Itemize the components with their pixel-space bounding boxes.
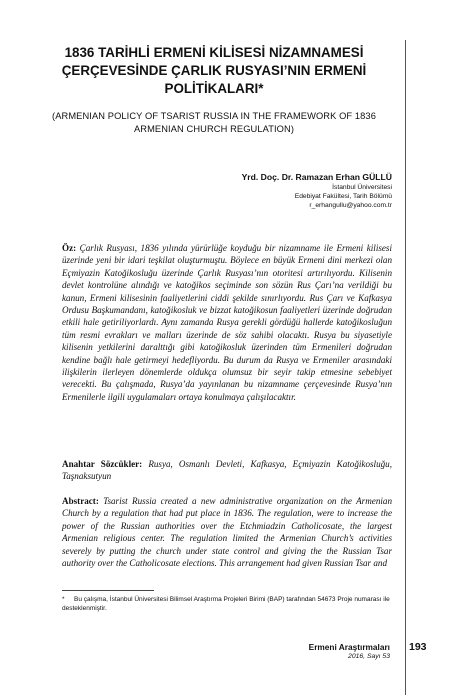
- author-name: Yrd. Doç. Dr. Ramazan Erhan GÜLLÜ: [241, 172, 392, 182]
- keywords-label: Anahtar Sözcükler:: [62, 459, 143, 469]
- keywords-text: Rusya, Osmanlı Devleti, Kafkasya, Eçmiyazin Katoğikosluğu, Taşnaksutyun: [62, 459, 392, 482]
- abstract-turkish: [62, 242, 392, 403]
- footnote: [62, 596, 392, 613]
- author-faculty: Edebiyat Fakültesi, Tarih Bölümü: [294, 193, 392, 200]
- abstract-english-label: Abstract:: [62, 496, 99, 506]
- abstract-english: [62, 495, 392, 569]
- journal-name: Ermeni Araştırmaları: [308, 642, 390, 652]
- author-block: [242, 172, 392, 210]
- journal-issue: 2016, Sayı 53: [348, 653, 390, 660]
- keywords: [62, 458, 392, 483]
- abstract-english-text: Tsarist Russia created a new administrative organization on the Armenian Church by a regulation that had put place in 1836. The regulation, were to increase the power of the Russian authorities over the Etchmiadzin Catholicosate, the largest Armenian religious center. The regulation limited the Armenian Church’s activities severely by putting the church under state control and giving the the Russian Tsar authority over the Catholicosate elections. This arrangement had given Russian Tsar and: [62, 496, 392, 569]
- article-title: 1836 TARİHLİ ERMENİ KİLİSESİ NİZAMNAMESİ ÇERÇEVESİNDE ÇARLIK RUSYASI’NIN ERMENİ POLİTİKALARI*: [61, 45, 367, 96]
- footnote-mark: *: [62, 596, 65, 603]
- author-university: İstanbul Üniversitesi: [332, 184, 392, 191]
- page-number: 193: [409, 641, 427, 653]
- footnote-text: Bu çalışma, İstanbul Üniversitesi Bilimsel Araştırma Projeleri Birimi (BAP) tarafından 54673 Proje numarası ile desteklenmiştir.: [62, 596, 390, 612]
- margin-rule: [405, 40, 406, 695]
- article-subtitle: (ARMENIAN POLICY OF TSARIST RUSSIA IN THE FRAMEWORK OF 1836 ARMENIAN CHURCH REGULATION): [52, 111, 376, 134]
- author-email: r_erhangullu@yahoo.com.tr: [309, 202, 392, 209]
- footnote-rule: [62, 590, 154, 591]
- abstract-turkish-text: Çarlık Rusyası, 1836 yılında yürürlüğe koyduğu bir nizamname ile Ermeni kilisesi üzerinde yeni bir idari teşkilat oluşturmuştu. Böylece en büyük Ermeni dini merkezi olan Eçmiyazin Katoğikosluğu üzerinde Çarlık Rusyası’nın otoritesi artırılıyordu. Kilisenin devlet kontrolüne alındığı ve katoğikos seçiminde son sözün Rus Çarı’na verildiği bu kanun, Ermeni kilisesinin faaliyetlerini ciddi şekilde sınırlıyordu. Rus Çarı ve Kafkasya Ordusu Başkumandanı, katoğikosluk ve bizzat katoğikosun faaliyetleri üzerinde doğrudan etkili hale getiriliyorlardı. Aynı zamanda Rusya gerekli gördüğü hallerde katoğikosluğun tüm resmi evrakları ve malları üzerinde de söz sahibi olacaktı. Rusya bu siyasetiyle kilisenin yetkilerini daralttığı gibi katoğikosluk üzerinden tüm Ermenileri doğrudan kendine bağlı hale getirmeyi hedefliyordu. Bu durum da Rusya ve Ermeniler arasındaki ilişkilerin ilerleyen dönemlerde oldukça olumsuz bir seyir takip etmesine sebebiyet verecekti. Bu çalışmada, Rusya’da yayınlanan bu nizamname çerçevesinde Rusya’nın Ermenilerle ilgili uygulamaları ortaya konulmaya çalışılacaktır.: [62, 243, 392, 402]
- abstract-turkish-label: Öz:: [62, 243, 77, 253]
- journal-info: [309, 642, 390, 661]
